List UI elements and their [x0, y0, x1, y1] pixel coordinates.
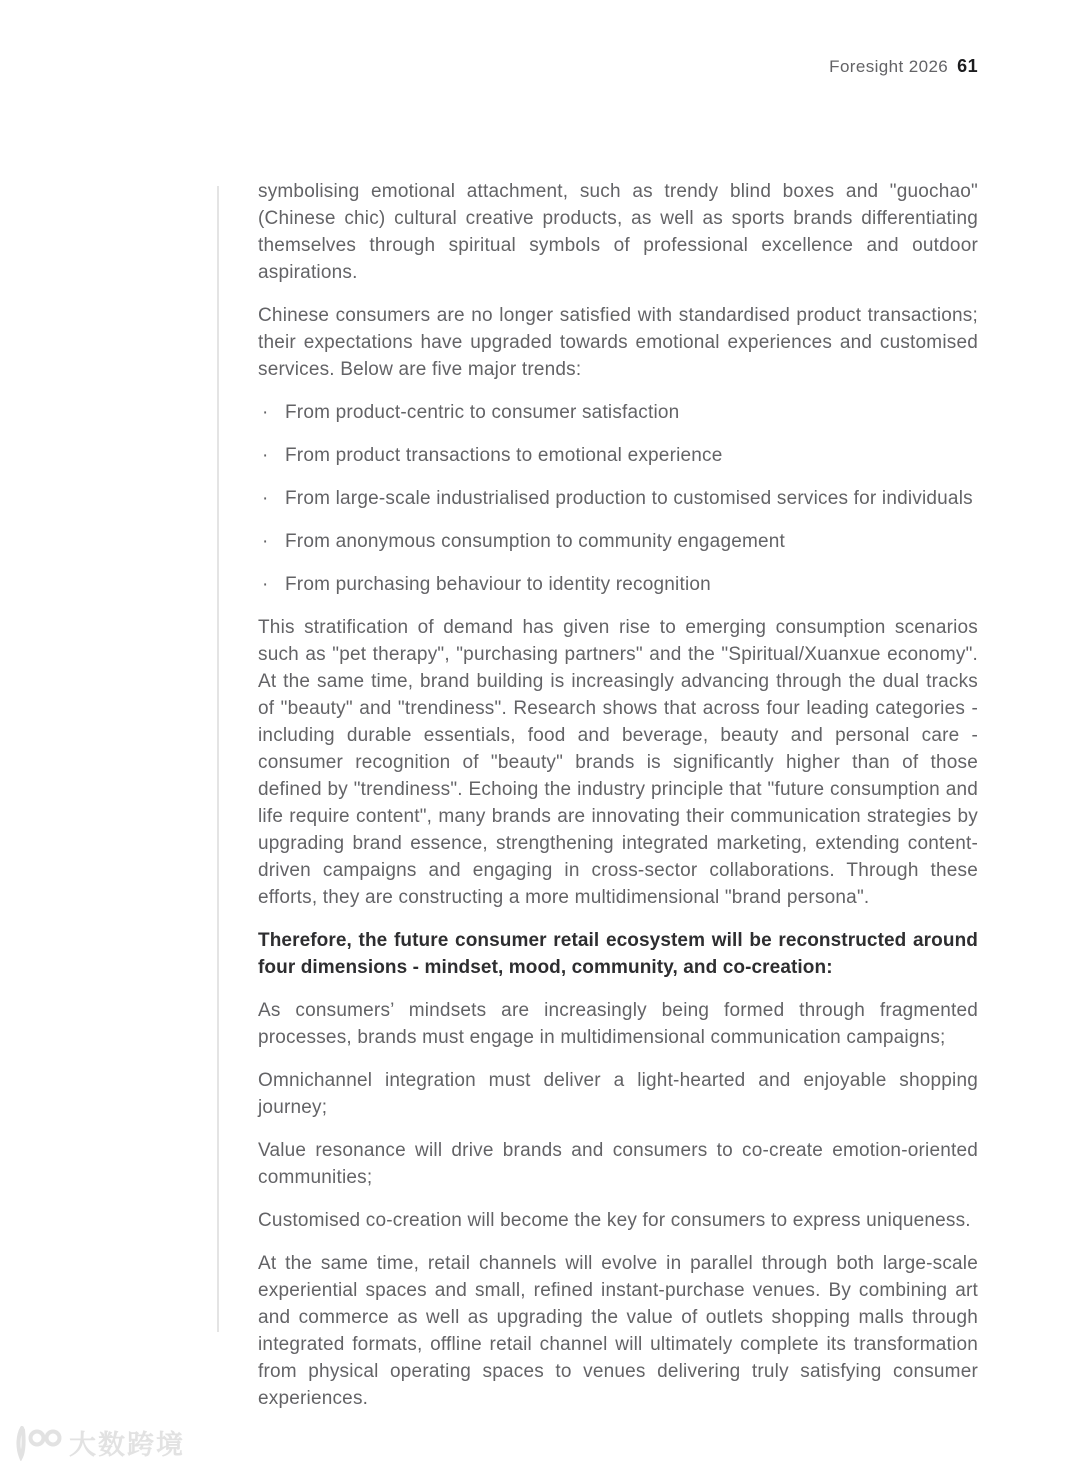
- list-item-label: From product transactions to emotional experience: [285, 445, 723, 466]
- page-header: [829, 56, 978, 77]
- paragraph-intro: symbolising emotional attachment, such as trendy blind boxes and "guochao" (Chinese chic) cultural creative products, as well as sports brands differentiating themselves through spiritual symbols of professional excellence and outdoor aspirations.: [258, 181, 978, 283]
- bullet-dot: ·: [262, 574, 269, 595]
- bullet-dot: ·: [262, 531, 269, 552]
- paragraph-trends-lead: Chinese consumers are no longer satisfied with standardised product transactions; their expectations have upgraded towards emotional experiences and customised services. Below are five major trends:: [258, 305, 978, 380]
- paragraph-value-resonance: Value resonance will drive brands and consumers to co-create emotion-oriented communities;: [258, 1140, 978, 1188]
- paragraph-stratification: This stratification of demand has given rise to emerging consumption scenarios such as "pet therapy", "purchasing partners" and the "Spiritual/Xuanxue economy". At the same time, brand building is increasingly advancing through the dual tracks of "beauty" and "trendiness". Research shows that across four leading categories - including durable essentials, food and beverage, beauty and personal care - consumer recognition of "beauty" brands is significantly higher than of those defined by "trendiness". Echoing the industry principle that "future consumption and life require content", many brands are innovating their communication strategies by upgrading brand essence, strengthening integrated marketing, extending content-driven campaigns and engaging in cross-sector collaborations. Through these efforts, they are constructing a more multidimensional "brand persona".: [258, 617, 978, 908]
- bullet-dot: ·: [262, 445, 269, 466]
- watermark: [14, 1423, 185, 1462]
- watermark-text: 大数跨境: [69, 1430, 185, 1460]
- bullet-dot: ·: [262, 402, 269, 423]
- paragraph-omnichannel: Omnichannel integration must deliver a light-hearted and enjoyable shopping journey;: [258, 1070, 978, 1118]
- list-item: [258, 571, 978, 598]
- list-item: [258, 485, 978, 512]
- paragraph-customised: Customised co-creation will become the key for consumers to express uniqueness.: [258, 1210, 971, 1231]
- bullet-dot: ·: [262, 488, 269, 509]
- trend-list: [258, 399, 978, 598]
- list-item-label: From purchasing behaviour to identity recognition: [285, 574, 711, 595]
- page-number: 61: [957, 56, 978, 76]
- watermark-logo-icon: [14, 1425, 62, 1461]
- left-vertical-rule: [217, 186, 219, 1332]
- bold-heading: Therefore, the future consumer retail ecosystem will be reconstructed around four dimensions - mindset, mood, community, and co-creation:: [258, 930, 978, 978]
- report-title: Foresight 2026: [829, 57, 949, 76]
- paragraph-mindsets: As consumers’ mindsets are increasingly being formed through fragmented processes, brands must engage in multidimensional communication campaigns;: [258, 1000, 978, 1048]
- list-item-label: From product-centric to consumer satisfaction: [285, 402, 680, 423]
- content-column: [258, 178, 978, 1428]
- list-item-label: From anonymous consumption to community engagement: [285, 531, 786, 552]
- list-item: [258, 399, 978, 426]
- paragraph-retail-channels: At the same time, retail channels will evolve in parallel through both large-scale experiential spaces and small, refined instant-purchase venues. By combining art and commerce as well as upgrading the value of outlets shopping malls through integrated formats, offline retail channel will ultimately complete its transformation from physical operating spaces to venues delivering truly satisfying consumer experiences.: [258, 1253, 978, 1409]
- list-item: [258, 528, 978, 555]
- list-item: [258, 442, 978, 469]
- list-item-label: From large-scale industrialised production to customised services for individuals: [285, 488, 973, 509]
